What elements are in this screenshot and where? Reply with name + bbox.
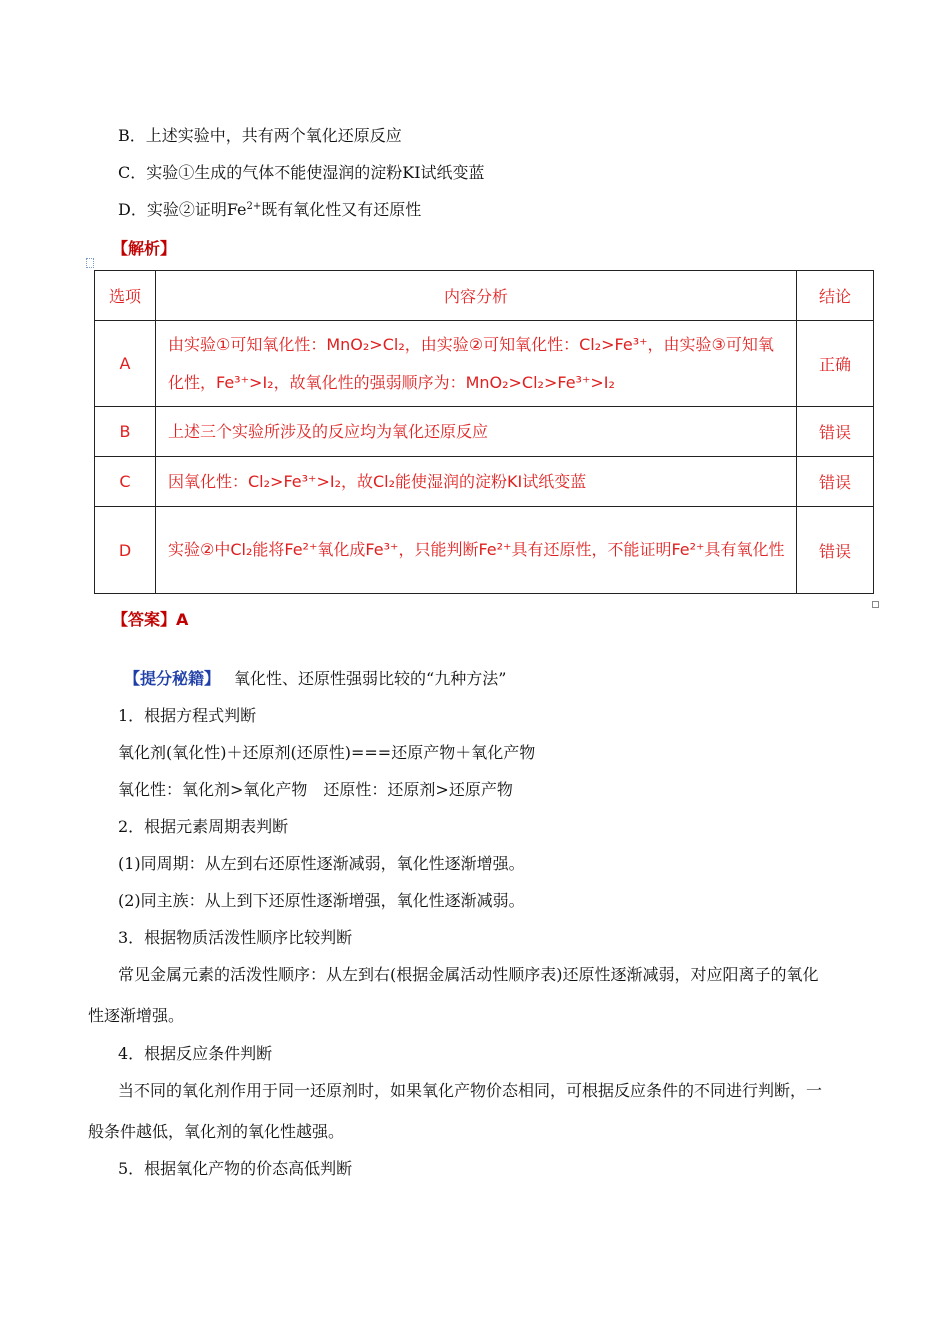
row-option: A — [95, 321, 156, 407]
row-conclusion: 正确 — [797, 321, 874, 407]
tip-line: 3．根据物质活泼性顺序比较判断 — [118, 928, 353, 947]
row-analysis: 因氧化性：Cl₂>Fe³⁺>I₂，故Cl₂能使湿润的淀粉KI试纸变蓝 — [156, 457, 797, 507]
row-option: C — [95, 457, 156, 507]
answer-line — [112, 609, 188, 631]
answer-label: 【答案】 — [112, 610, 177, 629]
tip-line: 2．根据元素周期表判断 — [118, 817, 289, 836]
row-option: B — [95, 407, 156, 457]
tip-line: 氧化性：氧化剂>氧化产物 还原性：还原剂>还原产物 — [118, 780, 513, 799]
option-d-post: 既有氧化性又有还原性 — [261, 200, 422, 219]
header-analysis: 内容分析 — [156, 271, 797, 321]
row-conclusion: 错误 — [797, 457, 874, 507]
tips-heading — [124, 668, 506, 690]
tip-line: 1．根据方程式判断 — [118, 706, 257, 725]
tip-line: 当不同的氧化剂作用于同一还原剂时，如果氧化产物价态相同，可根据反应条件的不同进行判断，一 — [118, 1081, 823, 1100]
row-analysis: 实验②中Cl₂能将Fe²⁺氧化成Fe³⁺，只能判断Fe²⁺具有还原性，不能证明Fe²⁺具有氧化性 — [156, 507, 797, 594]
table-anchor-icon[interactable] — [86, 258, 94, 268]
tip-line: 性逐渐增强。 — [88, 1006, 185, 1025]
option-b: B．上述实验中，共有两个氧化还原反应 — [118, 126, 402, 145]
header-option: 选项 — [95, 271, 156, 321]
tip-line: 常见金属元素的活泼性顺序：从左到右(根据金属活动性顺序表)还原性逐渐减弱，对应阳离子的氧化 — [118, 965, 819, 984]
table-resize-handle[interactable] — [872, 601, 879, 608]
analysis-table — [94, 270, 874, 594]
row-conclusion: 错误 — [797, 507, 874, 594]
tip-line: 4．根据反应条件判断 — [118, 1044, 273, 1063]
tip-line: 5．根据氧化产物的价态高低判断 — [118, 1159, 353, 1178]
table-row — [95, 457, 874, 507]
tip-line: 般条件越低，氧化剂的氧化性越强。 — [88, 1122, 345, 1141]
analysis-label: 【解析】 — [112, 239, 177, 258]
table-row — [95, 321, 874, 407]
table-header-row — [95, 271, 874, 321]
row-analysis: 由实验①可知氧化性：MnO₂>Cl₂，由实验②可知氧化性：Cl₂>Fe³⁺，由实验③可知氧化性，Fe³⁺>I₂，故氧化性的强弱顺序为：MnO₂>Cl₂>Fe³⁺>I₂ — [156, 321, 797, 407]
tips-label: 【提分秘籍】 — [124, 669, 221, 688]
row-option: D — [95, 507, 156, 594]
row-analysis: 上述三个实验所涉及的反应均为氧化还原反应 — [156, 407, 797, 457]
option-d-pre: D．实验②证明Fe — [118, 200, 247, 219]
table-row — [95, 507, 874, 594]
row-conclusion: 错误 — [797, 407, 874, 457]
answer-value: A — [176, 610, 189, 629]
tip-line: (1)同周期：从左到右还原性逐渐减弱，氧化性逐渐增强。 — [118, 854, 525, 873]
tip-line: (2)同主族：从上到下还原性逐渐增强，氧化性逐渐减弱。 — [118, 891, 525, 910]
header-conclusion: 结论 — [797, 271, 874, 321]
option-d-sup: 2+ — [246, 201, 262, 212]
option-d — [118, 199, 421, 221]
tips-title: 氧化性、还原性强弱比较的“九种方法” — [234, 669, 507, 688]
table-row — [95, 407, 874, 457]
option-c: C．实验①生成的气体不能使湿润的淀粉KI试纸变蓝 — [118, 163, 485, 182]
tip-line: 氧化剂(氧化性)＋还原剂(还原性)===还原产物＋氧化产物 — [118, 743, 536, 762]
